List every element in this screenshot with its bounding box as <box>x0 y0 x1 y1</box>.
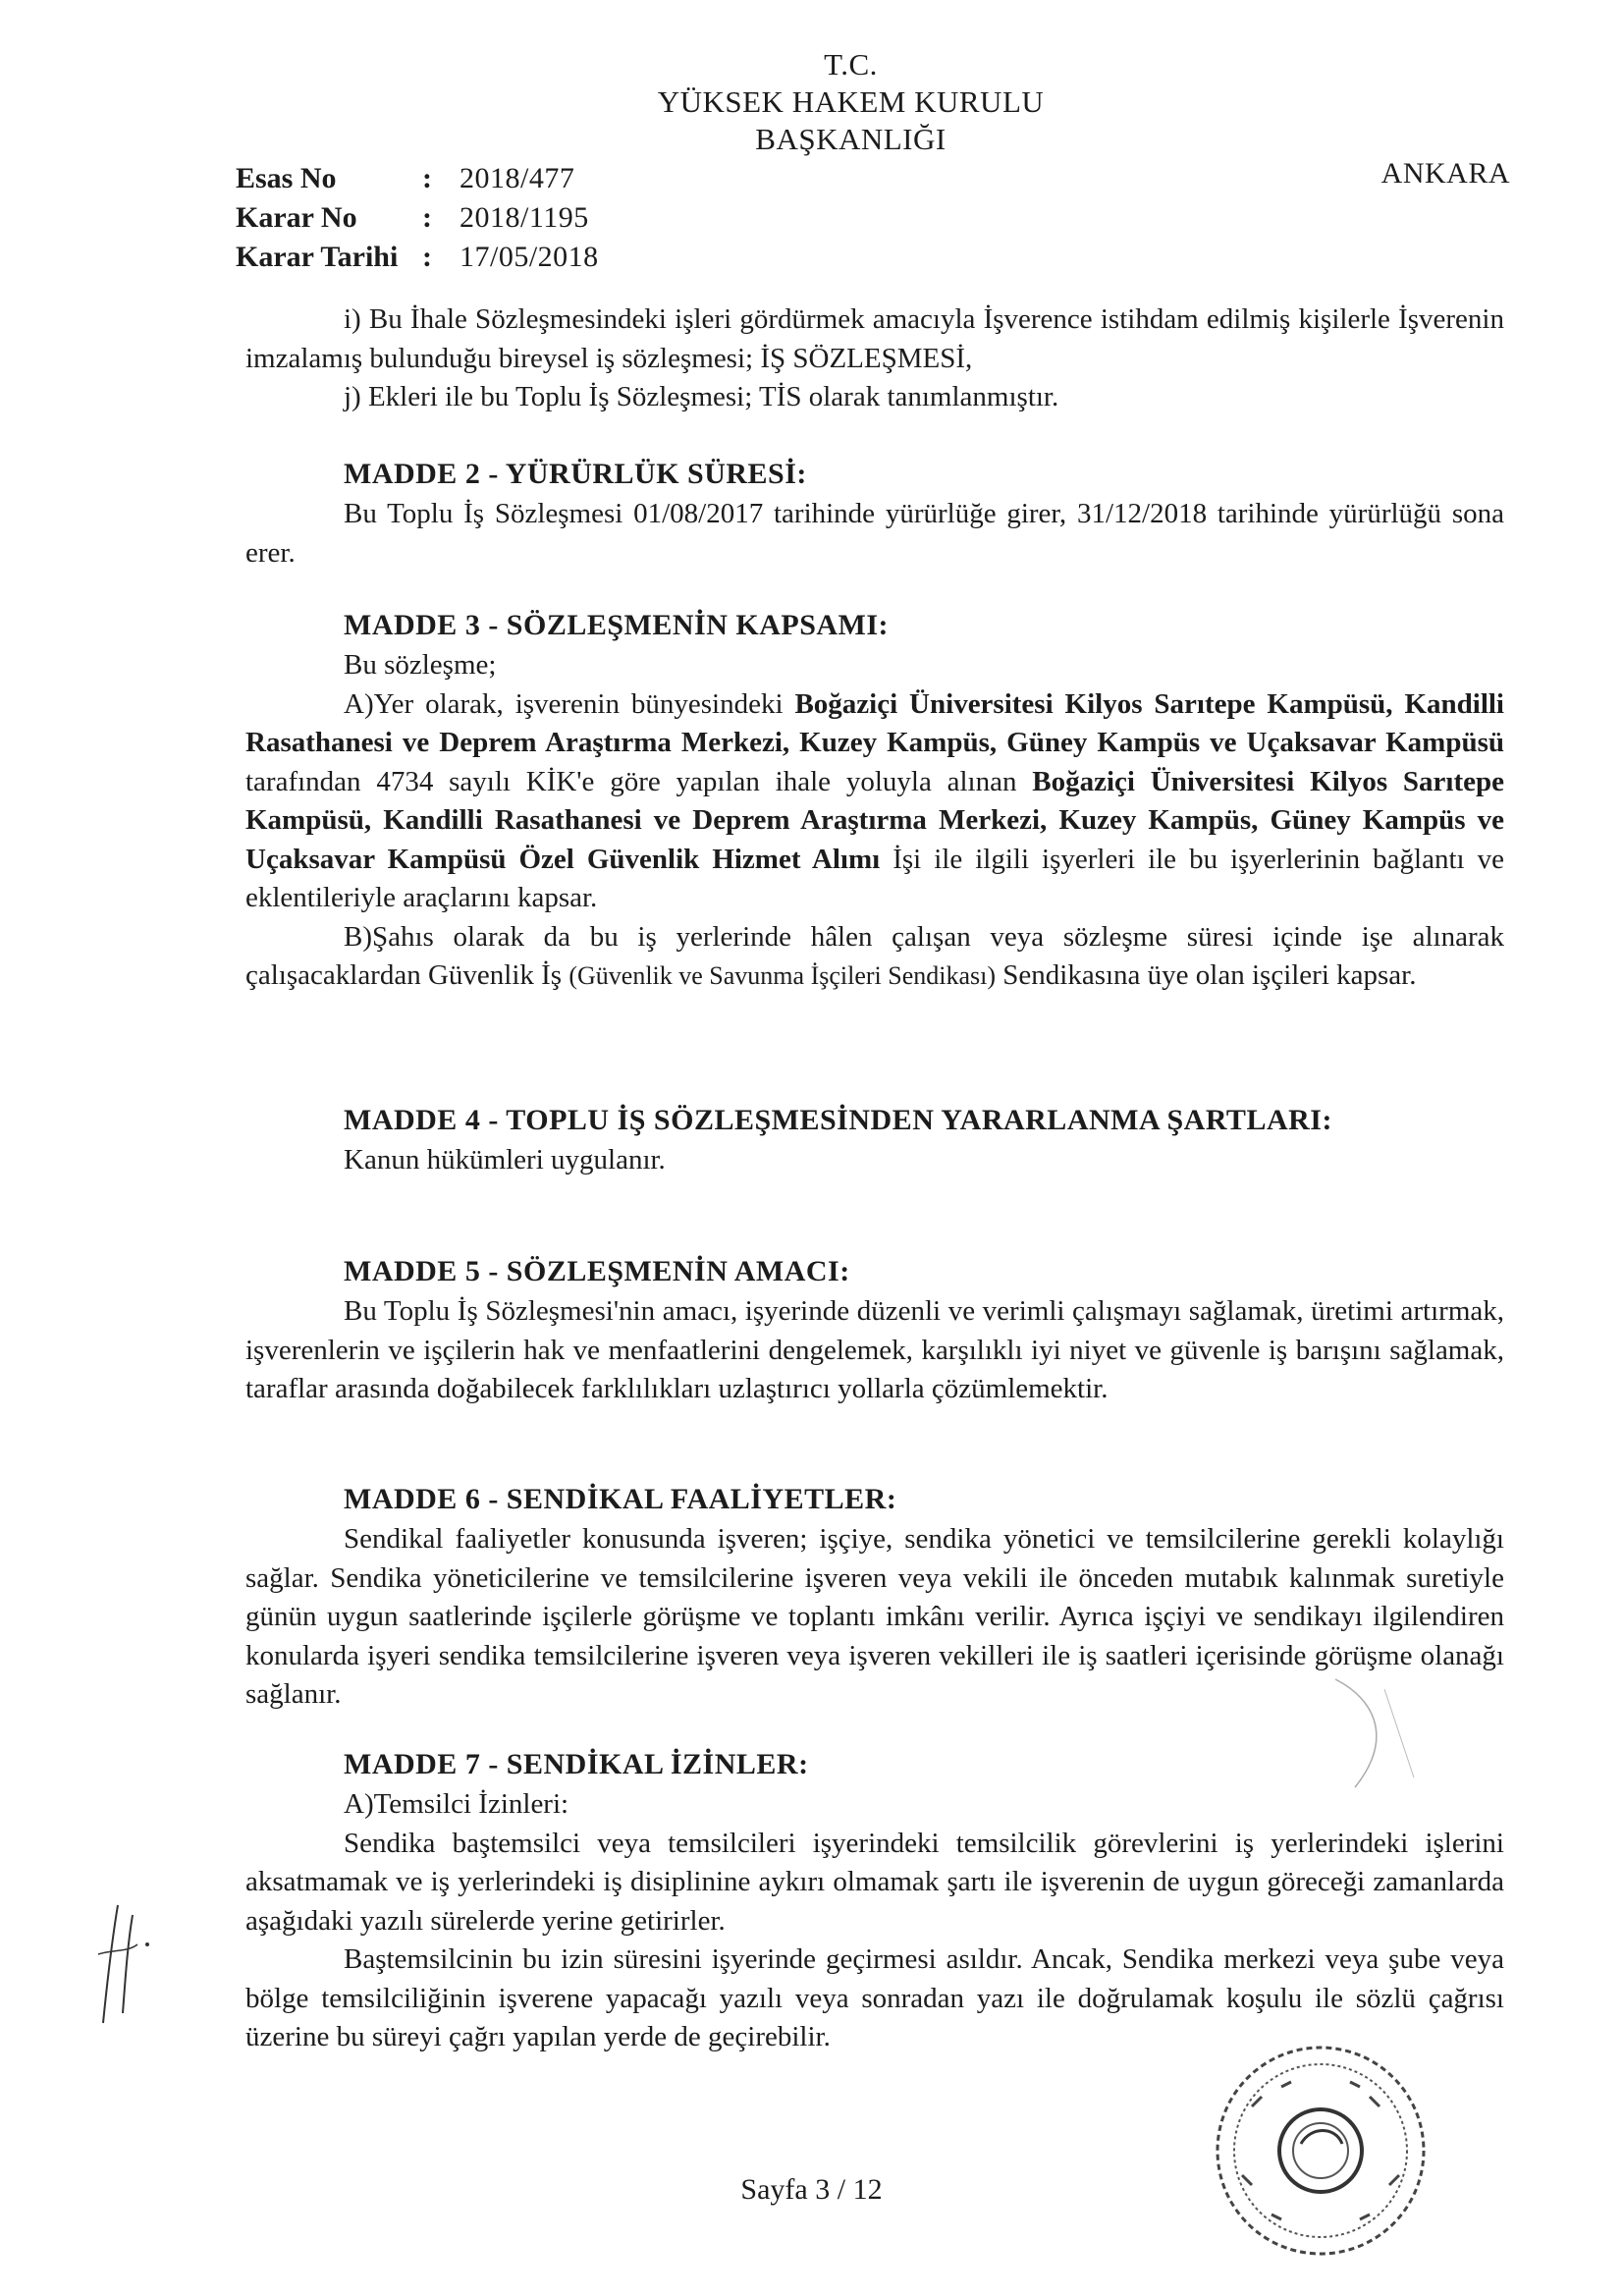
meta-label: Karar Tarihi <box>236 241 399 273</box>
madde-7-body <box>245 1785 1504 2057</box>
madde-3-b-text-2: Sendikasına üye olan işçileri kapsar. <box>996 959 1417 991</box>
definition-j: j) Ekleri ile bu Toplu İş Sözleşmesi; TİS olarak tanımlanmıştır. <box>344 381 1059 412</box>
madde-3-title: MADDE 3 - SÖZLEŞMENİN KAPSAMI: <box>344 609 890 641</box>
definitions-block <box>245 301 1504 417</box>
definition-i: i) Bu İhale Sözleşmesindeki işleri gördürmek amacıyla İşverence istihdam edilmiş kişilerle İşverenin imzalamış bulunduğu bireysel iş sözleşmesi; İŞ SÖZLEŞMESİ, <box>245 303 1504 374</box>
madde-7-title: MADDE 7 - SENDİKAL İZİNLER: <box>344 1748 809 1780</box>
madde-3-a-text-3: İşi ile ilgili işyerleri ile bu işyerlerinin bağlantı ve eklentileriyle araçlarını kapsar. <box>245 843 1504 913</box>
madde-3-a <box>245 685 1504 918</box>
official-stamp-seal <box>1173 2028 1468 2283</box>
madde-3-b-union: (Güvenlik ve Savunma İşçileri Sendikası) <box>568 961 997 990</box>
meta-row-karar <box>236 198 599 238</box>
city-label: ANKARA <box>1380 157 1510 190</box>
meta-row-esas <box>236 159 599 198</box>
meta-value: 17/05/2018 <box>460 241 599 273</box>
case-meta <box>236 159 599 277</box>
madde-3-b <box>245 918 1504 996</box>
madde-4-title: MADDE 4 - TOPLU İŞ SÖZLEŞMESİNDEN YARARLANMA ŞARTLARI: <box>344 1104 1332 1136</box>
meta-colon: : <box>422 241 432 273</box>
madde-7-p2: Baştemsilcinin bu izin süresini işyerinde geçirmesi asıldır. Ancak, Sendika merkezi veya şube veya bölge temsilciliğinin işverene yapacağı yazılı veya sonradan yazı ile doğrulamak koşulu ile sözlü çağrısı üzerine bu süreyi çağrı yapılan yerde de geçirebilir. <box>245 1943 1504 2052</box>
madde-3-a-bold-2: Boğaziçi Üniversitesi Kilyos Sarıtepe Kampüsü, Kandilli Rasathanesi ve Deprem Araştırma Merkezi, Kuzey Kampüs, Güney Kampüs ve Uçaksavar Kampüsü Özel Güvenlik Hizmet Alımı <box>245 765 1504 875</box>
madde-7-sub: A)Temsilci İzinleri: <box>344 1788 569 1820</box>
madde-5-text: Bu Toplu İş Sözleşmesi'nin amacı, işyerinde düzenli ve verimli çalışmayı sağlamak, üretimi artırmak, işverenlerin ve işçilerin hak ve menfaatlerini dengelemek, karşılıklı iyi niyet ve güvenle iş barışını sağlamak, taraflar arasında doğabilecek farklılıkları uzlaştırıcı yollarla çözümlemektir. <box>245 1295 1504 1404</box>
madde-4-text: Kanun hükümleri uygulanır. <box>344 1144 666 1175</box>
meta-value: 2018/1195 <box>460 201 589 234</box>
meta-label: Karar No <box>236 201 357 234</box>
madde-3-body <box>245 646 1504 996</box>
madde-5-body <box>245 1292 1504 1409</box>
madde-3-a-text-1: A)Yer olarak, işverenin bünyesindeki <box>344 687 795 720</box>
meta-row-tarih <box>236 238 599 277</box>
madde-3-a-text-2: tarafından 4734 sayılı KİK'e göre yapılan ihale yoluyla alınan <box>245 765 1033 797</box>
madde-3-b-text-1: B)Şahıs olarak da bu iş yerlerinde hâlen çalışan veya sözleşme süresi içinde işe alınarak çalışacaklardan Güvenlik İş <box>245 920 1504 991</box>
madde-7-p1: Sendika baştemsilci veya temsilcileri işyerindeki temsilcilik görevlerini iş yerlerindeki işlerini aksatmamak ve iş yerlerindeki iş disiplinine aykırı olmamak şartı ile işverenin de uygun göreceği zamanlarda aşağıdaki yazılı sürelerde yerine getirirler. <box>245 1827 1504 1937</box>
madde-6-text: Sendikal faaliyetler konusunda işveren; işçiye, sendika yönetici ve temsilcilerine gerekli kolaylığı sağlar. Sendika yöneticilerine ve temsilcilerine işveren veya vekili ile önceden mutabık kalınmak suretiyle günün uygun saatlerinde işçilerle görüşme ve toplantı imkânı verilir. Ayrıca işçiyi ve sendikayı ilgilendiren konularda işyeri sendika temsilcilerine işveren veya işveren vekilleri ile iş saatleri içerisinde görüşme olanağı sağlanır. <box>245 1523 1504 1710</box>
madde-4-body <box>245 1141 1504 1180</box>
meta-colon: : <box>422 201 432 234</box>
meta-value: 2018/477 <box>460 162 575 194</box>
header-department: BAŞKANLIĞI <box>755 122 947 156</box>
madde-2-body <box>245 495 1504 573</box>
madde-3-a-bold-1: Boğaziçi Üniversitesi Kilyos Sarıtepe Kampüsü, Kandilli Rasathanesi ve Deprem Araştırma Merkezi, Kuzey Kampüs, Güney Kampüs ve Uçaksavar Kampüsü <box>245 687 1504 758</box>
madde-5-title: MADDE 5 - SÖZLEŞMENİN AMACI: <box>344 1255 850 1287</box>
madde-2-text: Bu Toplu İş Sözleşmesi 01/08/2017 tarihinde yürürlüğe girer, 31/12/2018 tarihinde yürürlüğü sona erer. <box>245 498 1504 569</box>
madde-3-intro: Bu sözleşme; <box>344 649 497 681</box>
madde-6-title: MADDE 6 - SENDİKAL FAALİYETLER: <box>344 1483 897 1515</box>
meta-colon: : <box>422 162 432 194</box>
meta-label: Esas No <box>236 162 337 194</box>
header-tc: T.C. <box>824 47 878 82</box>
handwritten-signature-mark <box>79 1895 196 2033</box>
handwritten-initial-mark <box>1316 1669 1434 1797</box>
madde-2-title: MADDE 2 - YÜRÜRLÜK SÜRESİ: <box>344 458 807 490</box>
header-organization: YÜKSEK HAKEM KURULU <box>657 84 1045 119</box>
page-number: Sayfa 3 / 12 <box>740 2173 883 2206</box>
